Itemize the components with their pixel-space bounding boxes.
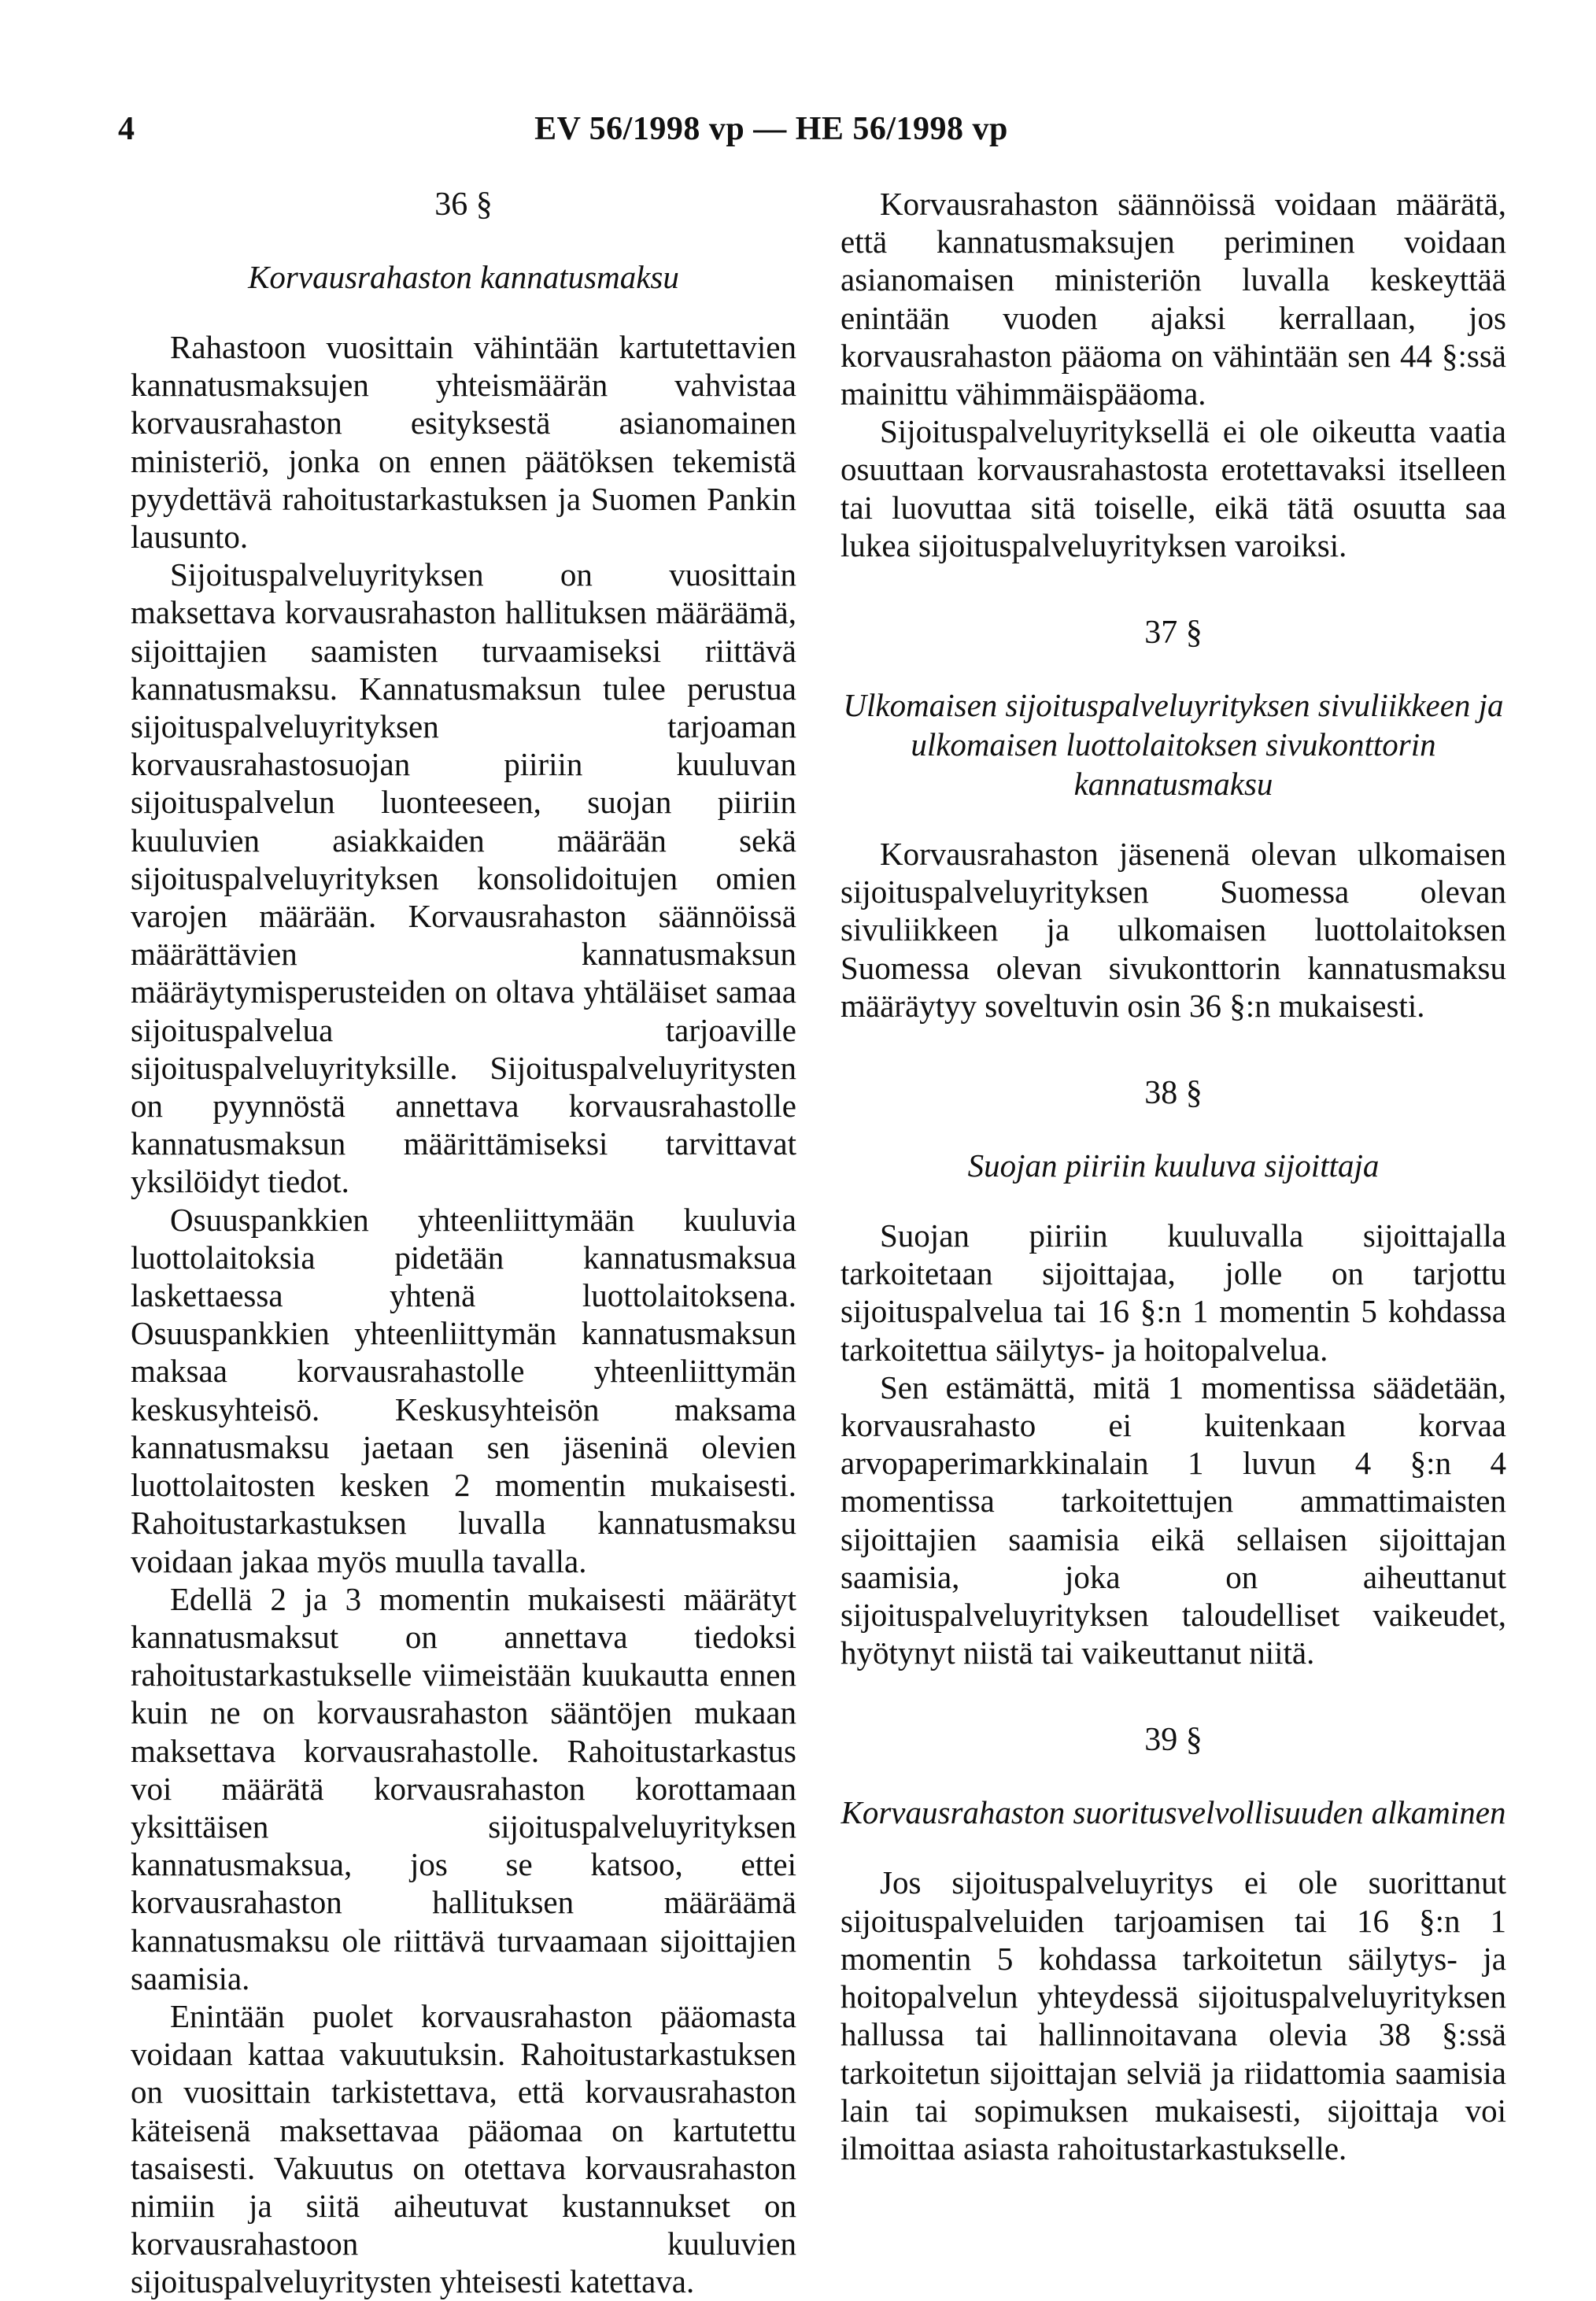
paragraph: Jos sijoituspalveluyritys ei ole suorittanut sijoituspalveluiden tarjoamisen tai 16 §:n 1 momentin 5 kohdassa tarkoitetun säilytys- ja hoitopalvelun yhteydessä sijoituspalveluyrityksen hallussa tai hallinnoitavana olevia 38 §:ssä tarkoitetun sijoittajan selviä ja riidattomia saamisia lain tai sopimuksen mukaisesti, sijoittaja voi ilmoittaa asiasta rahoitustarkastukselle. — [840, 1864, 1506, 2166]
section-36-number: 36 § — [434, 187, 493, 223]
paragraph: Sijoituspalveluyrityksellä ei ole oikeutta vaatia osuuttaan korvausrahastosta erotettavaksi itselleen tai luovuttaa sitä toiselle, eikä tätä osuutta saa lukea sijoituspalveluyrityksen varoiksi. — [840, 413, 1506, 563]
section-37-heading: Ulkomaisen sijoituspalveluyrityksen sivuliikkeen ja ulkomaisen luottolaitoksen sivukonttorin kannatusmaksu — [843, 687, 1504, 803]
section-39-number: 39 § — [1144, 1722, 1203, 1759]
paragraph: Osuuspankkien yhteenliittymään kuuluvia luottolaitoksia pidetään kannatusmaksua laskettaessa yhtenä luottolaitoksena. Osuuspankkien yhteenliittymän kannatusmaksun maksaa korvausrahastolle yhteenliittymän keskusyhteisö. Keskusyhteisön maksama kannatusmaksu jaetaan sen jäseninä olevien luottolaitosten kesken 2 momentin mukaisesti. Rahoitustarkastuksen luvalla kannatusmaksu voidaan jakaa myös muulla tavalla. — [131, 1201, 796, 1579]
paragraph: Sen estämättä, mitä 1 momentissa säädetään, korvausrahasto ei kuitenkaan korvaa arvopaperimarkkinalain 1 luvun 4 §:n 4 momentissa tarkoitettujen ammattimaisten sijoittajien saamisia eikä sellaisen sijoittajan saamisia, joka on aiheuttanut sijoituspalveluyrityksen taloudelliset vaikeudet, hyötynyt niistä tai vaikeuttanut niitä. — [840, 1368, 1506, 1671]
paragraph: Edellä 2 ja 3 momentin mukaisesti määrätyt kannatusmaksut on annettava tiedoksi rahoitustarkastukselle viimeistään kuukautta ennen kuin ne on korvausrahaston sääntöjen mukaan maksettava korvausrahastolle. Rahoitustarkastus voi määrätä korvausrahaston korottamaan yksittäisen sijoituspalveluyrityksen kannatusmaksua, jos se katsoo, ettei korvausrahaston hallituksen määräämä kannatusmaksu ole riittävä turvaamaan sijoittajien saamisia. — [131, 1580, 796, 1996]
paragraph: Korvausrahaston jäsenenä olevan ulkomaisen sijoituspalveluyrityksen Suomessa olevan sivuliikkeen ja ulkomaisen luottolaitoksen Suomessa olevan sivukonttorin kannatusmaksu määräytyy soveltuvin osin 36 §:n mukaisesti. — [840, 836, 1506, 1024]
paragraph: Rahastoon vuosittain vähintään kartutettavien kannatusmaksujen yhteismäärän vahvistaa korvausrahaston esityksestä asianomainen ministeriö, jonka on ennen päätöksen tekemistä pyydettävä rahoitustarkastuksen ja Suomen Pankin lausunto. — [131, 329, 796, 556]
paragraph: Korvausrahaston säännöissä voidaan määrätä, että kannatusmaksujen periminen voidaan asianomaisen ministeriön luvalla keskeyttää enintään vuoden ajaksi kerrallaan, jos korvausrahaston pääoma on vähintään sen 44 §:ssä mainittu vähimmäispääoma. — [840, 186, 1506, 412]
page-number: 4 — [118, 111, 135, 147]
section-38-heading: Suojan piiriin kuuluva sijoittaja — [967, 1147, 1380, 1184]
paragraph: Enintään puolet korvausrahaston pääomasta voidaan kattaa vakuutuksin. Rahoitustarkastuksen on vuosittain tarkistettava, että korvausrahaston käteisenä maksettavaa pääomaa on kartutettu tasaisesti. Vakuutus on otettava korvausrahaston nimiin ja siitä aiheutuvat kustannukset on korvausrahastoon kuuluvien sijoituspalveluyritysten yhteisesti katettava. — [131, 1997, 796, 2300]
section-36-heading: Korvausrahaston kannatusmaksu — [248, 259, 679, 295]
section-39-heading: Korvausrahaston suoritusvelvollisuuden alkaminen — [840, 1794, 1506, 1831]
right-column — [840, 185, 1506, 2167]
paragraph: Sijoituspalveluyrityksen on vuosittain maksettava korvausrahaston hallituksen määräämä, sijoittajien saamisten turvaamiseksi riittävä kannatusmaksu. Kannatusmaksun tulee perustua sijoituspalveluyrityksen tarjoaman korvausrahastosuojan piiriin kuuluvan sijoituspalvelun luonteeseen, suojan piiriin kuuluvien asiakkaiden määrään sekä sijoituspalveluyrityksen konsolidoitujen omien varojen määrään. Korvausrahaston säännöissä määrättävien kannatusmaksun määräytymisperusteiden on oltava yhtäläiset samaa sijoituspalvelua tarjoaville sijoituspalveluyrityksille. Sijoituspalveluyritysten on pyynnöstä annettava korvausrahastolle kannatusmaksun määrittämiseksi tarvittavat yksilöidyt tiedot. — [131, 556, 796, 1200]
left-column — [131, 185, 796, 2301]
section-38-number: 38 § — [1144, 1075, 1203, 1112]
paragraph: Suojan piiriin kuuluvalla sijoittajalla tarkoitetaan sijoittajaa, jolle on tarjottu sijoituspalvelua tai 16 §:n 1 momentin 5 kohdassa tarkoitettua säilytys- ja hoitopalvelua. — [840, 1217, 1506, 1368]
running-head: EV 56/1998 vp — HE 56/1998 vp — [534, 111, 1008, 147]
section-37-number: 37 § — [1144, 615, 1203, 652]
